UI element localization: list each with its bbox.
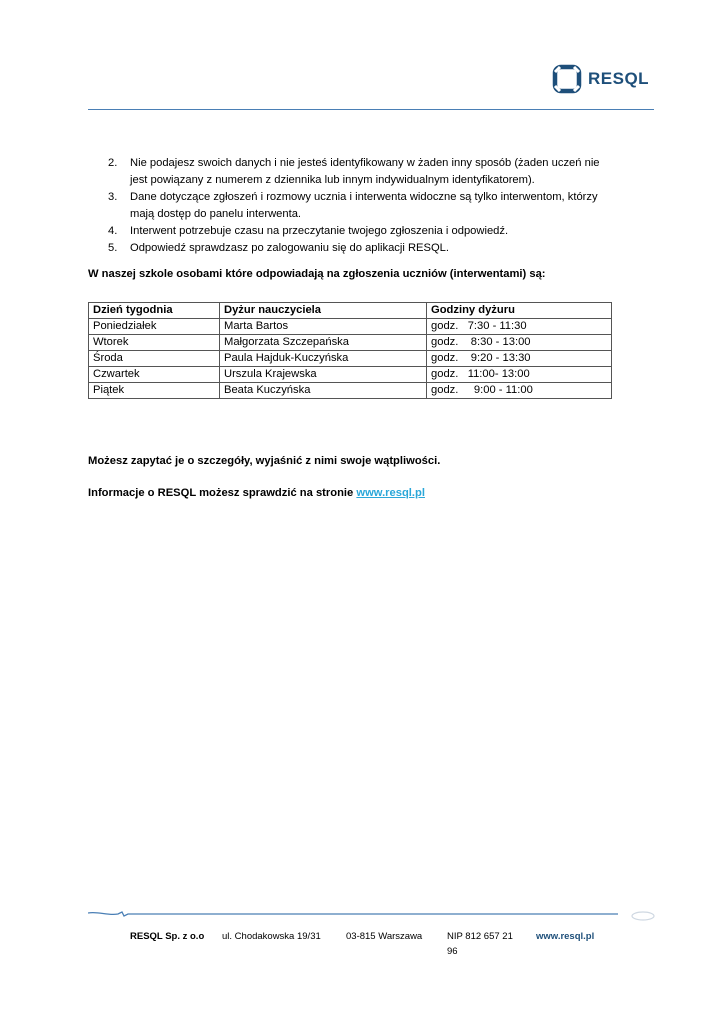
website-link[interactable]: www.resql.pl	[356, 487, 425, 499]
cell-hours: godz. 7:30 - 11:30	[427, 319, 612, 335]
lifebuoy-icon	[552, 64, 582, 94]
list-item-line: Nie podajesz swoich danych i nie jesteś identyfikowany w żaden inny sposób (żaden uczeń nie	[130, 157, 600, 169]
list-item-number: 5.	[108, 242, 118, 254]
list-item-line: Odpowiedź sprawdzasz po zalogowaniu się do aplikacji RESQL.	[130, 242, 450, 254]
cell-hours: godz. 11:00- 13:00	[427, 367, 612, 383]
list-item-line: Interwent potrzebuje czasu na przeczytanie twojego zgłoszenia i odpowiedź.	[130, 225, 509, 237]
cell-teacher: Marta Bartos	[220, 319, 427, 335]
footer-wave-divider	[88, 906, 688, 926]
cell-teacher: Urszula Krajewska	[220, 367, 427, 383]
cell-teacher: Beata Kuczyńska	[220, 383, 427, 399]
cell-day: Środa	[89, 351, 220, 367]
header-divider	[88, 109, 654, 110]
cell-day: Piątek	[89, 383, 220, 399]
list-item-number: 3.	[108, 191, 118, 203]
cell-teacher: Małgorzata Szczepańska	[220, 335, 427, 351]
footer-website[interactable]: www.resql.pl	[536, 931, 595, 942]
duty-table	[88, 302, 612, 399]
cell-hours: godz. 9:00 - 11:00	[427, 383, 612, 399]
header-day: Dzień tygodnia	[89, 303, 220, 319]
numbered-list	[88, 155, 648, 257]
cell-day: Czwartek	[89, 367, 220, 383]
note-questions: Możesz zapytać je o szczegóły, wyjaśnić z nimi swoje wątpliwości.	[88, 455, 441, 467]
table-row	[89, 367, 612, 383]
footer-city: 03-815 Warszawa	[346, 931, 423, 942]
cell-day: Poniedziałek	[89, 319, 220, 335]
table-header-row	[89, 303, 612, 319]
table-row	[89, 383, 612, 399]
footer-street: ul. Chodakowska 19/31	[222, 931, 321, 942]
table-row	[89, 335, 612, 351]
list-item-line: Dane dotyczące zgłoszeń i rozmowy ucznia i interwenta widoczne są tylko interwentom, którzy	[130, 191, 598, 203]
list-item	[88, 223, 648, 240]
intro-text: W naszej szkole osobami które odpowiadają na zgłoszenia uczniów (interwentami) są:	[88, 268, 546, 280]
header-teacher: Dyżur nauczyciela	[220, 303, 427, 319]
list-item	[88, 240, 648, 257]
list-item-number: 4.	[108, 225, 118, 237]
cell-hours: godz. 8:30 - 13:00	[427, 335, 612, 351]
note-info	[88, 487, 425, 499]
footer-nip: NIP 812 657 21	[447, 931, 513, 942]
table-row	[89, 351, 612, 367]
list-item-number: 2.	[108, 157, 118, 169]
list-item	[88, 189, 648, 223]
cell-teacher: Paula Hajduk-Kuczyńska	[220, 351, 427, 367]
cell-day: Wtorek	[89, 335, 220, 351]
list-item-line: mają dostęp do panelu interwenta.	[130, 208, 302, 220]
list-item	[88, 155, 648, 189]
cell-hours: godz. 9:20 - 13:30	[427, 351, 612, 367]
page-number: 96	[447, 946, 458, 957]
note-info-text: Informacje o RESQL możesz sprawdzić na stronie	[88, 487, 357, 499]
footer-company: RESQL Sp. z o.o	[130, 931, 205, 942]
table-row	[89, 319, 612, 335]
header-hours: Godziny dyżuru	[427, 303, 612, 319]
brand-name: RESQL	[588, 69, 650, 88]
brand-logo	[552, 64, 649, 94]
list-item-line: jest powiązany z numerem z dziennika lub innym indywidualnym identyfikatorem).	[130, 174, 535, 186]
